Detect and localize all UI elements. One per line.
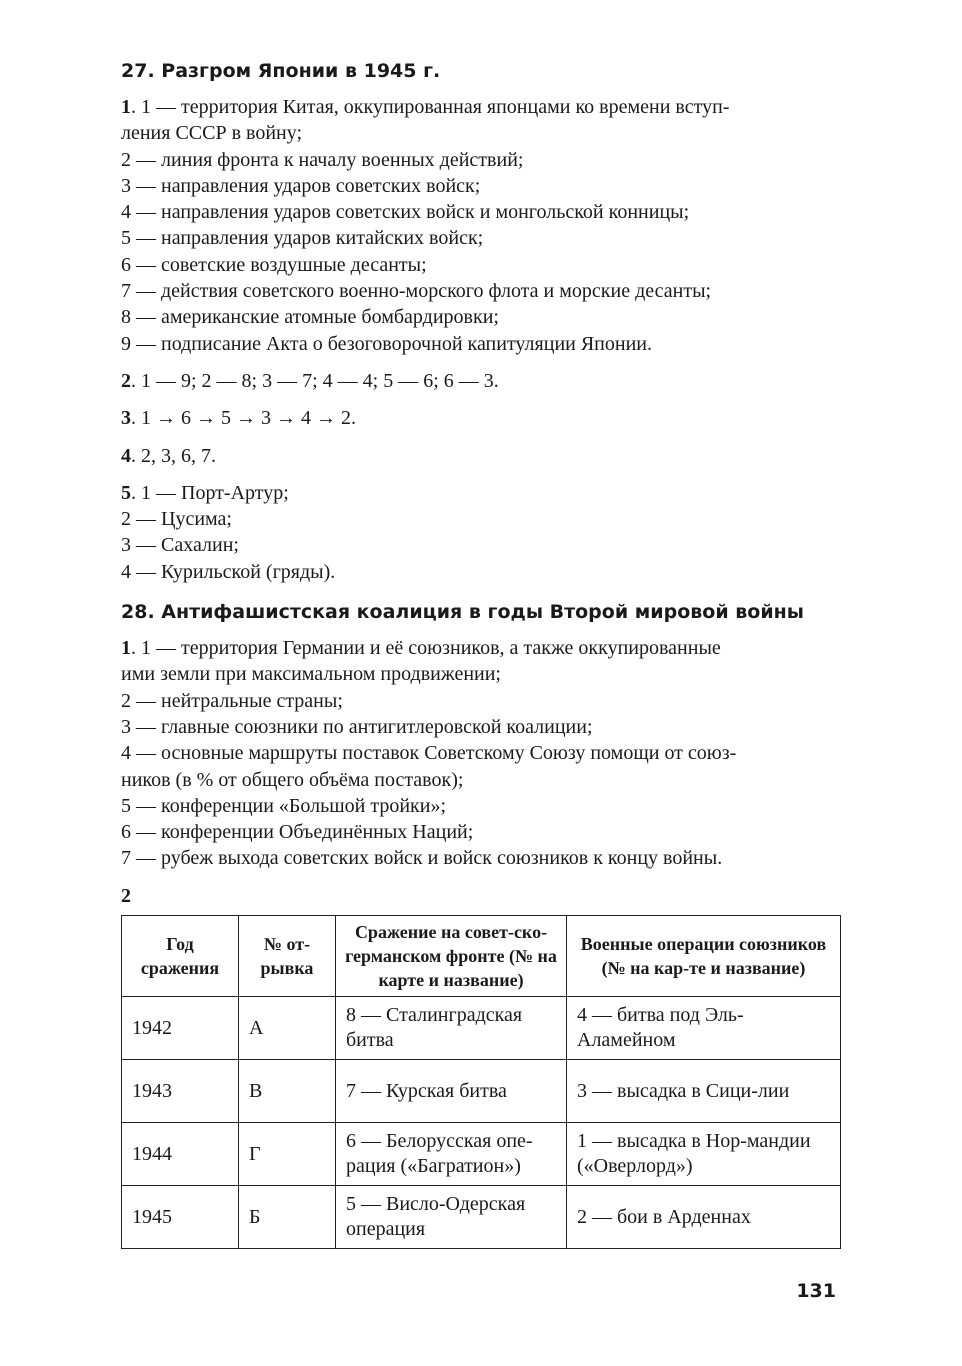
s27-q2-number: 2 (121, 369, 131, 392)
s28-q2-number: 2 (121, 884, 131, 907)
s28-q1-line (121, 635, 841, 661)
s27-q5-line: 2 — Цусима; (121, 508, 232, 531)
table-row (122, 997, 841, 1060)
header-allied-operations: Военные операции союзников (№ на кар-те и название) (567, 916, 841, 997)
cell-fragment: В (239, 1060, 336, 1123)
cell-fragment: А (239, 997, 336, 1060)
header-soviet-front: Сражение на совет-ско-германском фронте (№ на карте и название) (336, 916, 567, 997)
s28-q1-line: ников (в % от общего объёма поставок); (121, 768, 464, 791)
cell-year: 1944 (122, 1123, 239, 1186)
s27-q1-number: 1 (121, 96, 131, 118)
s27-q5-text: . 1 — Порт-Артур; (131, 481, 289, 504)
header-fragment: № от-рывка (239, 916, 336, 997)
s28-q1-line: 7 — рубеж выхода советских войск и войск союзников к концу войны. (121, 847, 723, 870)
battles-table (121, 915, 841, 1249)
s28-q1-line: 6 — конференции Объединённых Наций; (121, 821, 474, 844)
cell-allied-operation: 1 — высадка в Нор-мандии («Оверлорд») (567, 1123, 841, 1186)
s27-q3 (121, 405, 841, 431)
cell-soviet-battle: 8 — Сталинградская битва (336, 997, 567, 1060)
spacer (121, 872, 841, 883)
s27-q5-number: 5 (121, 481, 131, 504)
s28-q1-number: 1 (121, 637, 131, 660)
cell-allied-operation: 2 — бои в Арденнах (567, 1186, 841, 1249)
s28-q1-text: . 1 — территория Германии и её союзников, а также оккупированные (131, 637, 721, 660)
table-header-row (122, 916, 841, 997)
spacer (121, 357, 841, 368)
s27-q2 (121, 368, 841, 394)
page-content (121, 58, 841, 1249)
table-row (122, 1060, 841, 1123)
s27-q3-number: 3 (121, 407, 131, 430)
s27-q1-line: ления СССР в войну; (121, 122, 303, 145)
s28-q1-line: 2 — нейтральные страны; (121, 689, 343, 712)
s28-q1-line: 4 — основные маршруты поставок Советскому Союзу помощи от союз- (121, 742, 737, 765)
spacer (121, 585, 841, 599)
cell-year: 1943 (122, 1060, 239, 1123)
s27-q4-number: 4 (121, 444, 131, 467)
s27-q1-line: 8 — американские атомные бомбардировки; (121, 306, 499, 329)
spacer (121, 394, 841, 405)
s27-q1-line: 5 — направления ударов китайских войск; (121, 227, 484, 250)
s27-q4 (121, 443, 841, 469)
s27-q1-text: . 1 — территория Китая, оккупированная японцами ко времени вступ- (131, 96, 730, 118)
s27-q2-text: . 1 — 9; 2 — 8; 3 — 7; 4 — 4; 5 — 6; 6 — 3. (131, 369, 499, 392)
cell-year: 1945 (122, 1186, 239, 1249)
s28-q1-line: 5 — конференции «Большой тройки»; (121, 794, 447, 817)
s27-q1-line: 2 — линия фронта к началу военных действий; (121, 148, 524, 171)
cell-fragment: Б (239, 1186, 336, 1249)
s27-q1-line (121, 94, 841, 120)
section-28-title: 28. Антифашистская коалиция в годы Второй мировой войны (121, 601, 804, 624)
s27-q3-text: . 1 → 6 → 5 → 3 → 4 → 2. (131, 407, 356, 430)
table-row (122, 1123, 841, 1186)
spacer (121, 432, 841, 443)
section-27-title: 27. Разгром Японии в 1945 г. (121, 60, 441, 82)
s27-q1-line: 6 — советские воздушные десанты; (121, 253, 427, 276)
s27-q1-line: 4 — направления ударов советских войск и монгольской конницы; (121, 201, 690, 224)
spacer (121, 469, 841, 480)
cell-allied-operation: 4 — битва под Эль-Аламейном (567, 997, 841, 1060)
s27-q4-text: . 2, 3, 6, 7. (131, 444, 216, 467)
s27-q5-line: 4 — Курильской (гряды). (121, 560, 336, 583)
s27-q1-line: 7 — действия советского военно-морского флота и морские десанты; (121, 280, 712, 303)
s28-q1-line: ими земли при максимальном продвижении; (121, 663, 501, 686)
header-year: Год сражения (122, 916, 239, 997)
page-number: 131 (796, 1280, 836, 1302)
cell-soviet-battle: 6 — Белорусская опе-рация («Багратион») (336, 1123, 567, 1186)
s27-q1-line: 3 — направления ударов советских войск; (121, 174, 481, 197)
cell-soviet-battle: 7 — Курская битва (336, 1060, 567, 1123)
s28-q1-line: 3 — главные союзники по антигитлеровской коалиции; (121, 715, 593, 738)
cell-year: 1942 (122, 997, 239, 1060)
s27-q5-line (121, 480, 841, 506)
table-row (122, 1186, 841, 1249)
cell-fragment: Г (239, 1123, 336, 1186)
cell-allied-operation: 3 — высадка в Сици-лии (567, 1060, 841, 1123)
s27-q5-line: 3 — Сахалин; (121, 534, 239, 557)
cell-soviet-battle: 5 — Висло-Одерская операция (336, 1186, 567, 1249)
s27-q1-line: 9 — подписание Акта о безоговорочной капитуляции Японии. (121, 332, 652, 355)
